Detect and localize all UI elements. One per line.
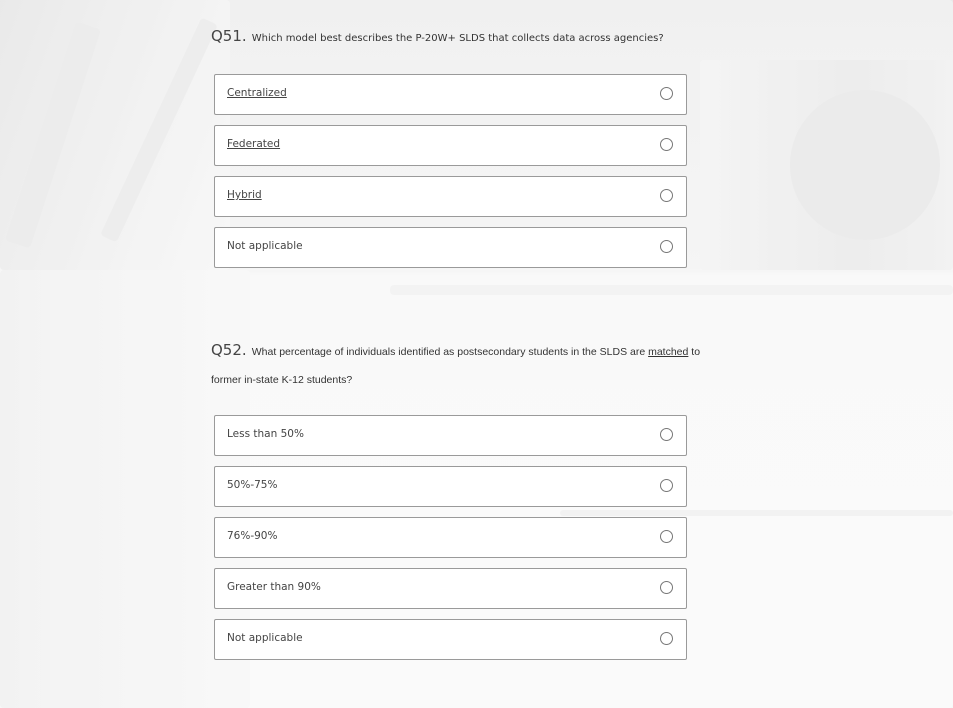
choice-list	[211, 415, 701, 660]
question-number: Q51.	[211, 27, 247, 45]
radio-button-icon[interactable]	[660, 428, 673, 441]
choice-greater-than-90[interactable]	[214, 568, 687, 609]
question-q52	[211, 337, 701, 670]
question-text-before: What percentage of individuals identified as postsecondary students in the SLDS are	[251, 346, 646, 358]
choice-list	[211, 74, 701, 268]
choice-less-than-50[interactable]	[214, 415, 687, 456]
question-text	[211, 346, 700, 386]
choice-federated[interactable]	[214, 125, 687, 166]
question-text-underlined: matched	[648, 346, 689, 358]
radio-button-icon[interactable]	[660, 189, 673, 202]
question-title	[211, 337, 701, 393]
question-title	[211, 24, 701, 51]
choice-label: Not applicable	[227, 240, 303, 252]
radio-button-icon[interactable]	[660, 138, 673, 151]
choice-50-75[interactable]	[214, 466, 687, 507]
radio-button-icon[interactable]	[660, 632, 673, 645]
radio-button-icon[interactable]	[660, 530, 673, 543]
question-q51	[211, 24, 701, 278]
radio-button-icon[interactable]	[660, 581, 673, 594]
radio-button-icon[interactable]	[660, 240, 673, 253]
choice-label: 50%-75%	[227, 479, 278, 491]
choice-label: Centralized	[227, 87, 287, 99]
choice-label: Hybrid	[227, 189, 262, 201]
radio-button-icon[interactable]	[660, 479, 673, 492]
choice-label: Not applicable	[227, 632, 303, 644]
radio-button-icon[interactable]	[660, 87, 673, 100]
choice-not-applicable[interactable]	[214, 619, 687, 660]
choice-label: Less than 50%	[227, 428, 304, 440]
question-text: Which model best describes the P-20W+ SLDS that collects data across agencies?	[251, 33, 664, 44]
choice-not-applicable[interactable]	[214, 227, 687, 268]
choice-hybrid[interactable]	[214, 176, 687, 217]
question-text-after: to former in-state K-12 students?	[211, 346, 701, 386]
choice-label: 76%-90%	[227, 530, 278, 542]
choice-label: Greater than 90%	[227, 581, 321, 593]
choice-label: Federated	[227, 138, 281, 150]
choice-76-90[interactable]	[214, 517, 687, 558]
choice-centralized[interactable]	[214, 74, 687, 115]
question-number: Q52.	[211, 341, 247, 359]
